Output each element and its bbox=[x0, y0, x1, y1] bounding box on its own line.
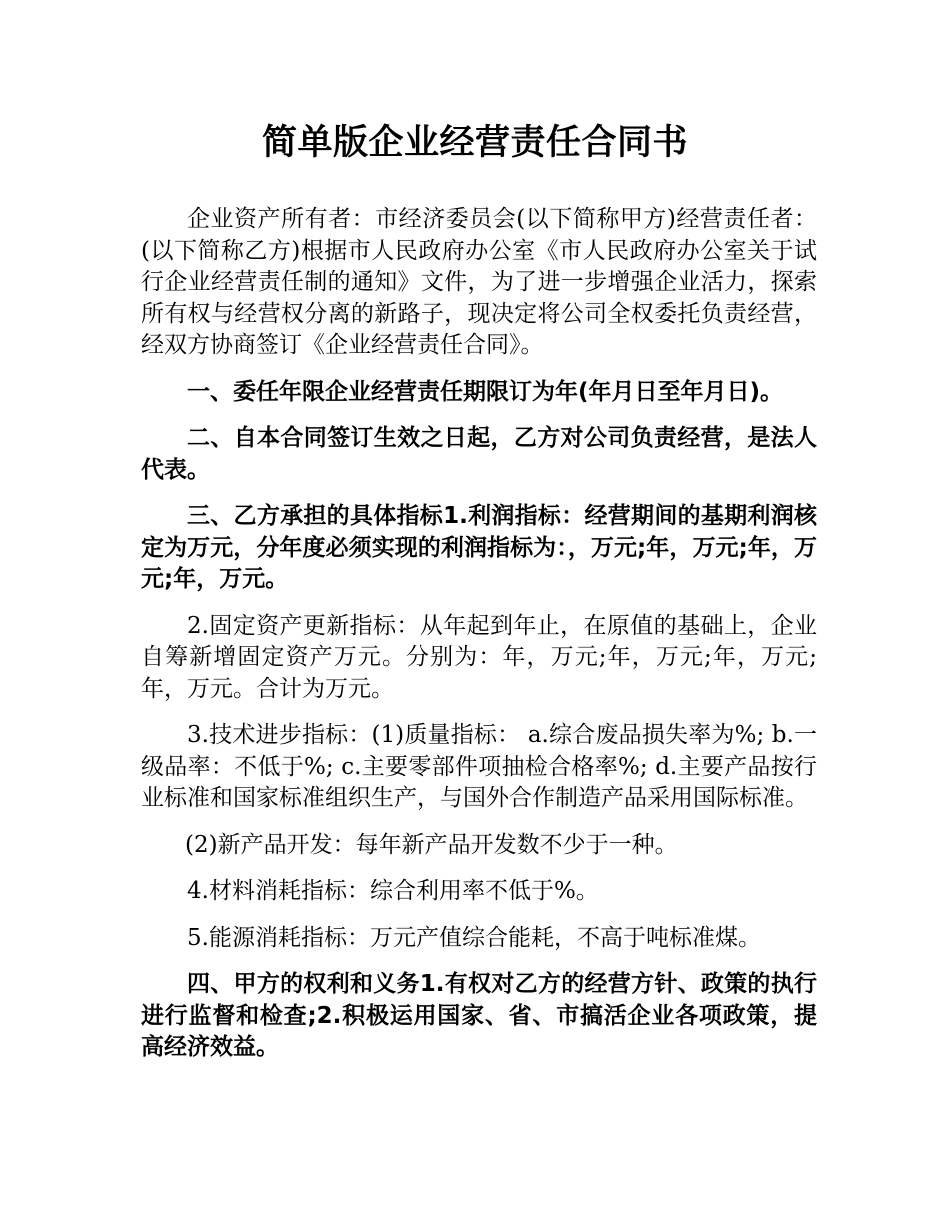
section-4-rights-duties: 四、甲方的权利和义务1.有权对乙方的经营方针、政策的执行进行监督和检查;2.积极运用国家、省、市搞活企业各项政策，提高经济效益。 bbox=[141, 971, 817, 1060]
section-3-indicators: 三、乙方承担的具体指标1.利润指标：经营期间的基期利润核定为万元，分年度必须实现的利润指标为：，万元;年，万元;年，万元;年，万元。 bbox=[141, 503, 817, 592]
intro-paragraph: 企业资产所有者：市经济委员会(以下简称甲方)经营责任者：(以下简称乙方)根据市人民政府办公室《市人民政府办公室关于试行企业经营责任制的通知》文件，为了进一步增强企业活力，探索所有权与经营权分离的新路子，现决定将公司全权委托负责经营，经双方协商签订《企业经营责任合同》。 bbox=[141, 206, 817, 358]
tech-progress-indicator: 3.技术进步指标：(1)质量指标： a.综合废品损失率为%; b.一级品率：不低于%; c.主要零部件项抽检合格率%; d.主要产品按行业标准和国家标准组织生产，与国外合作制造产品采用国际标准。 bbox=[141, 722, 817, 811]
fixed-asset-indicator: 2.固定资产更新指标：从年起到年止，在原值的基础上，企业自筹新增固定资产万元。分别为：年，万元;年，万元;年，万元;年，万元。合计为万元。 bbox=[141, 612, 817, 702]
energy-consumption-indicator: 5.能源消耗指标：万元产值综合能耗，不高于吨标准煤。 bbox=[187, 924, 761, 951]
material-consumption-indicator: 4.材料消耗指标：综合利用率不低于%。 bbox=[187, 878, 599, 904]
document-title: 简单版企业经营责任合同书 bbox=[261, 123, 688, 163]
document-body bbox=[141, 204, 817, 1079]
section-1-term: 一、委任年限企业经营责任期限订为年(年月日至年月日)。 bbox=[187, 378, 784, 405]
new-product-indicator: (2)新产品开发：每年新产品开发数不少于一种。 bbox=[185, 831, 678, 858]
section-2-effective: 二、自本合同签订生效之日起，乙方对公司负责经营，是法人代表。 bbox=[141, 425, 817, 483]
